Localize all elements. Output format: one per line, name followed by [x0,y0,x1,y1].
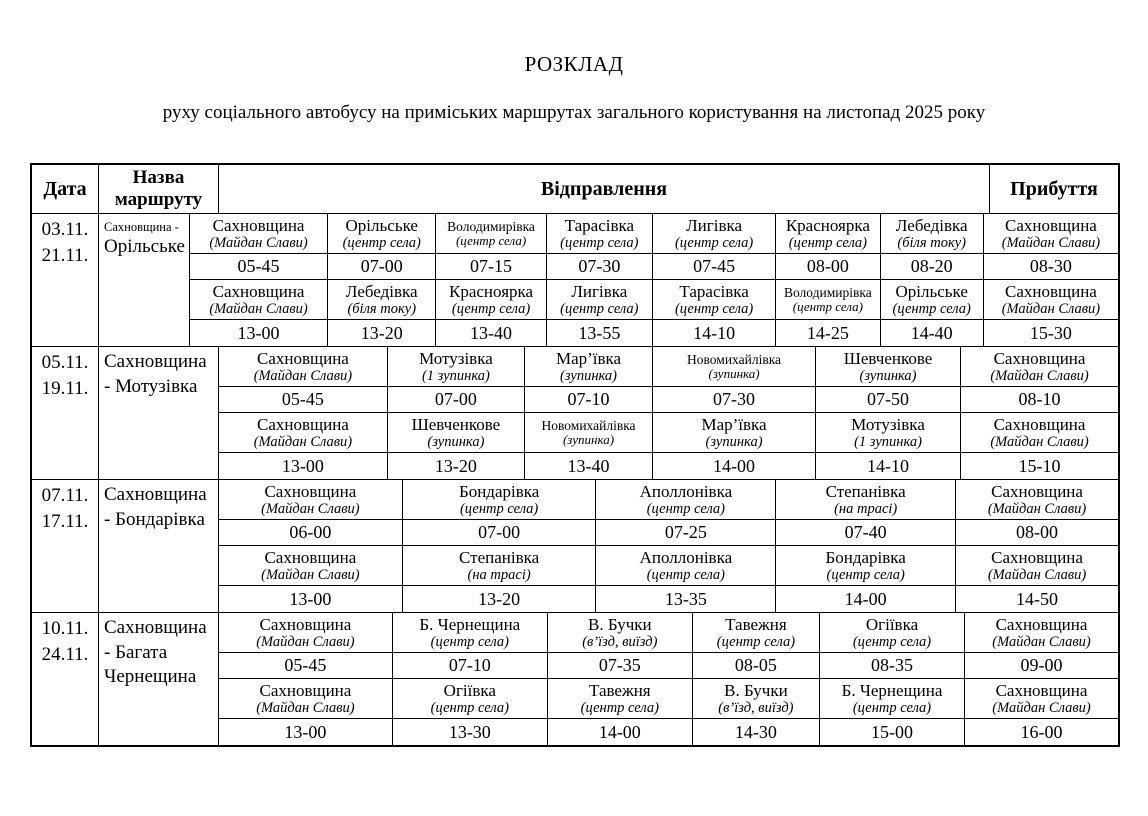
time-cell: 14-00 [653,453,816,479]
stations-area [219,613,1118,745]
time-cell: 15-00 [820,719,965,745]
station-cell [436,280,546,319]
station-name: В. Бучки [724,680,788,700]
station-note: (центр села) [646,500,726,517]
station-cell [219,480,403,519]
station-name: Володимирівка [783,284,872,300]
station-cell [388,347,525,386]
station-name: Мар’ївка [555,348,622,368]
station-note: (зупинка) [427,433,485,450]
date-text: 21.11. [41,244,89,266]
station-note: (центр села) [455,232,527,248]
time-cell: 14-00 [776,586,956,612]
station-name: Шевченкове [411,414,501,434]
station-note: (Майдан Слави) [256,699,355,716]
station-cell [820,613,965,652]
station-note: (зупинка) [708,365,760,381]
header-arrival: Прибуття [1010,177,1098,200]
date-text: 05.11. [41,352,89,373]
header-departure: Відправлення [219,165,990,213]
station-cell [965,679,1118,718]
stations-area [219,480,1118,612]
date-text: 10.11. [41,618,89,639]
station-name: Б. Чернещина [419,614,521,634]
time-cell: 08-00 [1016,522,1059,542]
station-cell [403,480,597,519]
station-name: Орільське [895,281,968,301]
station-note: (Майдан Слави) [253,367,353,384]
date-text: 19.11. [41,377,89,399]
station-note: (біля току) [347,300,417,317]
route-name-text: - Бондарівка [104,508,205,530]
stations-row [219,413,1118,453]
time-cell: 14-25 [776,320,880,346]
station-note: (зупинка) [562,431,615,447]
schedule-table [30,163,1120,747]
station-cell [956,546,1118,585]
station-cell [403,546,597,585]
times-row [219,520,1118,546]
station-name: Шевченкове [843,348,933,368]
route-name-text: - Мотузівка [104,375,198,397]
time-cell: 13-30 [393,719,548,745]
station-cell [328,280,436,319]
time-cell: 13-40 [436,320,546,346]
station-name: Сахновщина [991,547,1083,567]
station-cell [820,679,965,718]
route-block [32,347,1118,480]
station-cell [219,413,388,452]
station-note: (1 зупинка) [421,367,490,384]
station-cell [393,679,548,718]
station-note: (центр села) [792,298,863,314]
time-cell: 07-00 [388,387,525,412]
time-cell: 07-50 [816,387,961,412]
times-row [190,320,1118,346]
station-note: (центр села) [826,566,905,583]
station-note: (на трасі) [467,566,531,583]
time-cell: 14-40 [881,320,984,346]
stations-row [219,613,1118,653]
time-cell: 05-45 [190,254,328,279]
station-note: (центр села) [560,300,639,317]
date-text: 24.11. [41,643,89,665]
station-cell [548,679,693,718]
station-note: (на трасі) [834,500,898,517]
station-cell [328,214,436,253]
station-cell [965,613,1118,652]
station-name: Сахновщина [257,348,349,368]
route-name-cell [99,347,219,479]
station-cell [961,413,1118,452]
time-cell: 08-35 [820,653,965,678]
station-name: Бондарівка [458,481,540,501]
stations-row [190,280,1118,320]
station-name: Орільське [345,215,418,235]
stations-area [190,214,1118,346]
station-note: (центр села) [646,566,726,583]
station-name: Лебедівка [345,281,418,301]
time-cell: 08-00 [776,254,880,279]
station-cell [984,214,1118,253]
stations-row [219,679,1118,719]
station-cell [219,546,403,585]
route-block [32,214,1118,347]
station-cell [881,280,984,319]
station-cell [776,546,956,585]
times-row [219,719,1118,745]
station-cell [653,280,776,319]
time-cell: 07-45 [653,254,776,279]
station-note: (Майдан Слави) [987,500,1087,517]
station-cell [956,480,1118,519]
station-note: (Майдан Слави) [261,500,360,517]
station-cell [961,347,1118,386]
time-cell: 08-20 [881,254,984,279]
station-note: (зупинка) [560,367,618,384]
station-note: (центр села) [580,699,659,716]
station-cell [984,280,1118,319]
station-name: Аполлонівка [639,547,733,567]
time-cell: 08-30 [1029,256,1072,276]
route-name-cell [99,214,190,346]
station-note: (центр села) [674,234,754,251]
station-note: (Майдан Слави) [1001,234,1101,251]
station-cell [219,347,388,386]
station-note: (Майдан Слави) [253,433,353,450]
route-name-text: - Багата [104,641,168,663]
route-name-cell [99,480,219,612]
time-cell: 13-00 [219,719,393,745]
station-name: Сахновщина [212,281,305,301]
station-name: Аполлонівка [639,481,733,501]
station-note: (Майдан Слави) [990,367,1089,384]
station-name: Огіївка [443,680,496,700]
date-cell [32,347,99,479]
station-cell [547,280,653,319]
time-cell: 13-20 [388,453,525,479]
times-row [219,653,1118,679]
route-block [32,480,1118,613]
station-name: Огіївка [865,614,919,634]
station-name: Володимирівка [447,218,535,234]
station-cell [693,613,820,652]
station-name: Лигівка [571,281,628,301]
station-cell [596,546,776,585]
station-name: Лебедівка [895,215,968,235]
station-name: Красноярка [785,215,870,235]
station-note: (центр села) [560,234,639,251]
times-row [219,387,1118,413]
station-cell [547,214,653,253]
header-route: Назва маршруту [99,165,219,213]
station-cell [190,214,328,253]
stations-row [219,347,1118,387]
time-cell: 15-10 [1018,455,1061,476]
station-name: Мотузівка [419,348,493,368]
date-text: 17.11. [41,510,89,532]
stations-row [219,546,1118,586]
station-name: Сахновщина [995,614,1088,634]
route-name-text: Сахновщина [104,617,207,638]
station-cell [653,413,816,452]
station-name: Степанівка [459,547,540,567]
station-note: (центр села) [342,234,421,251]
station-cell [388,413,525,452]
page-title: РОЗКЛАД [524,52,624,76]
time-cell: 14-50 [1016,588,1059,609]
station-name: Сахновщина [995,680,1088,700]
station-note: (Майдан Слави) [987,566,1087,583]
station-name: Тавежня [588,680,651,700]
station-name: Сахновщина [1005,281,1097,301]
station-name: Сахновщина [993,414,1086,434]
time-cell: 14-30 [693,719,820,745]
station-cell [816,413,961,452]
station-cell [776,280,880,319]
station-name: Сахновщина [212,215,305,235]
station-cell [653,214,776,253]
station-note: (Майдан Слави) [261,566,360,583]
route-name-text: Сахновщина - [104,220,179,234]
header-date: Дата [32,165,99,213]
time-cell: 07-40 [776,520,956,545]
station-cell [219,613,393,652]
station-cell [816,347,961,386]
station-note: (в’їзд, виїзд) [582,633,658,650]
station-name: Мар’ївка [701,414,767,434]
station-name: Лигівка [686,215,743,235]
station-name: Сахновщина [257,414,349,434]
time-cell: 07-00 [328,254,436,279]
station-cell [596,480,776,519]
time-cell: 14-10 [816,453,961,479]
station-note: (Майдан Слави) [992,699,1091,716]
page-subtitle: руху соціального автобусу на приміських маршрутах загального користування на листопад 2025 року [162,102,986,123]
station-note: (Майдан Слави) [209,234,308,251]
station-note: (зупинка) [859,367,917,384]
time-cell: 13-00 [219,453,388,479]
station-note: (центр села) [788,234,868,251]
stations-row [190,214,1118,254]
station-name: Тарасівка [564,215,635,235]
station-name: Новомихайлівка [541,417,636,433]
table-header-row [32,165,1118,214]
station-note: (Майдан Слави) [992,633,1091,650]
time-cell: 05-45 [219,387,388,412]
station-note: (центр села) [430,633,509,650]
date-cell [32,613,99,745]
times-row [219,586,1118,612]
station-cell [525,347,653,386]
station-name: Новомихайлівка [687,351,782,367]
station-name: Тарасівка [679,281,749,301]
station-note: (центр села) [852,699,932,716]
station-name: Мотузівка [851,414,925,434]
station-note: (центр села) [892,300,971,317]
route-name-cell [99,613,219,745]
date-text: 07.11. [41,485,89,506]
time-cell: 09-00 [1020,655,1063,675]
time-cell: 13-00 [190,320,328,346]
station-name: Сахновщина [259,680,352,700]
station-name: Степанівка [825,481,906,501]
time-cell: 07-10 [525,387,653,412]
station-cell [548,613,693,652]
station-name: Сахновщина [991,481,1083,501]
station-name: Красноярка [449,281,534,301]
station-cell [693,679,820,718]
station-name: Тавежня [725,614,787,634]
station-note: (біля току) [897,234,966,251]
time-cell: 07-15 [436,254,546,279]
station-cell [219,679,393,718]
station-name: Бондарівка [825,547,906,567]
time-cell: 07-30 [653,387,816,412]
station-name: В. Бучки [588,614,652,634]
station-note: (1 зупинка) [854,433,922,450]
route-name-text: Орільське [104,236,185,258]
route-name-text: Чернещина [104,666,197,688]
station-note: (Майдан Слави) [256,633,355,650]
station-name: Сахновщина [264,547,357,567]
time-cell: 06-00 [219,520,403,545]
station-cell [436,214,546,253]
station-note: (центр села) [459,500,539,517]
time-cell: 13-40 [525,453,653,479]
station-name: Б. Чернещина [841,680,943,700]
time-cell: 07-10 [393,653,548,678]
station-note: (в’їзд, виїзд) [718,699,794,716]
route-block [32,613,1118,745]
time-cell: 13-35 [596,586,776,612]
route-name-text: Сахновщина [104,351,207,372]
route-blocks [32,214,1118,745]
station-name: Сахновщина [1005,215,1097,235]
station-cell [393,613,548,652]
time-cell: 13-20 [328,320,436,346]
time-cell: 14-10 [653,320,776,346]
date-text: 03.11. [41,219,89,240]
station-note: (центр села) [430,699,509,716]
time-cell: 13-20 [403,586,597,612]
date-cell [32,214,99,346]
station-name: Сахновщина [993,348,1086,368]
time-cell: 13-55 [547,320,653,346]
time-cell: 08-10 [1018,389,1061,409]
stations-row [219,480,1118,520]
route-name-text: Сахновщина [104,484,207,505]
station-note: (Майдан Слави) [990,433,1089,450]
station-note: (зупинка) [705,433,763,450]
time-cell: 05-45 [219,653,393,678]
station-cell [525,413,653,452]
time-cell: 13-00 [219,586,403,612]
time-cell: 07-00 [403,520,597,545]
times-row [190,254,1118,280]
time-cell: 07-30 [547,254,653,279]
station-note: (центр села) [852,633,932,650]
time-cell: 08-05 [693,653,820,678]
station-note: (центр села) [451,300,531,317]
stations-area [219,347,1118,479]
times-row [219,453,1118,479]
date-cell [32,480,99,612]
station-note: (центр села) [716,633,796,650]
time-cell: 07-25 [596,520,776,545]
time-cell: 16-00 [1020,721,1063,742]
station-name: Сахновщина [259,614,352,634]
time-cell: 07-35 [548,653,693,678]
station-note: (Майдан Слави) [209,300,308,317]
station-note: (центр села) [674,300,754,317]
time-cell: 14-00 [548,719,693,745]
station-note: (Майдан Слави) [1001,300,1101,317]
station-cell [653,347,816,386]
time-cell: 15-30 [1029,322,1072,343]
station-cell [776,214,880,253]
station-cell [881,214,984,253]
station-cell [776,480,956,519]
station-name: Сахновщина [264,481,357,501]
station-cell [190,280,328,319]
